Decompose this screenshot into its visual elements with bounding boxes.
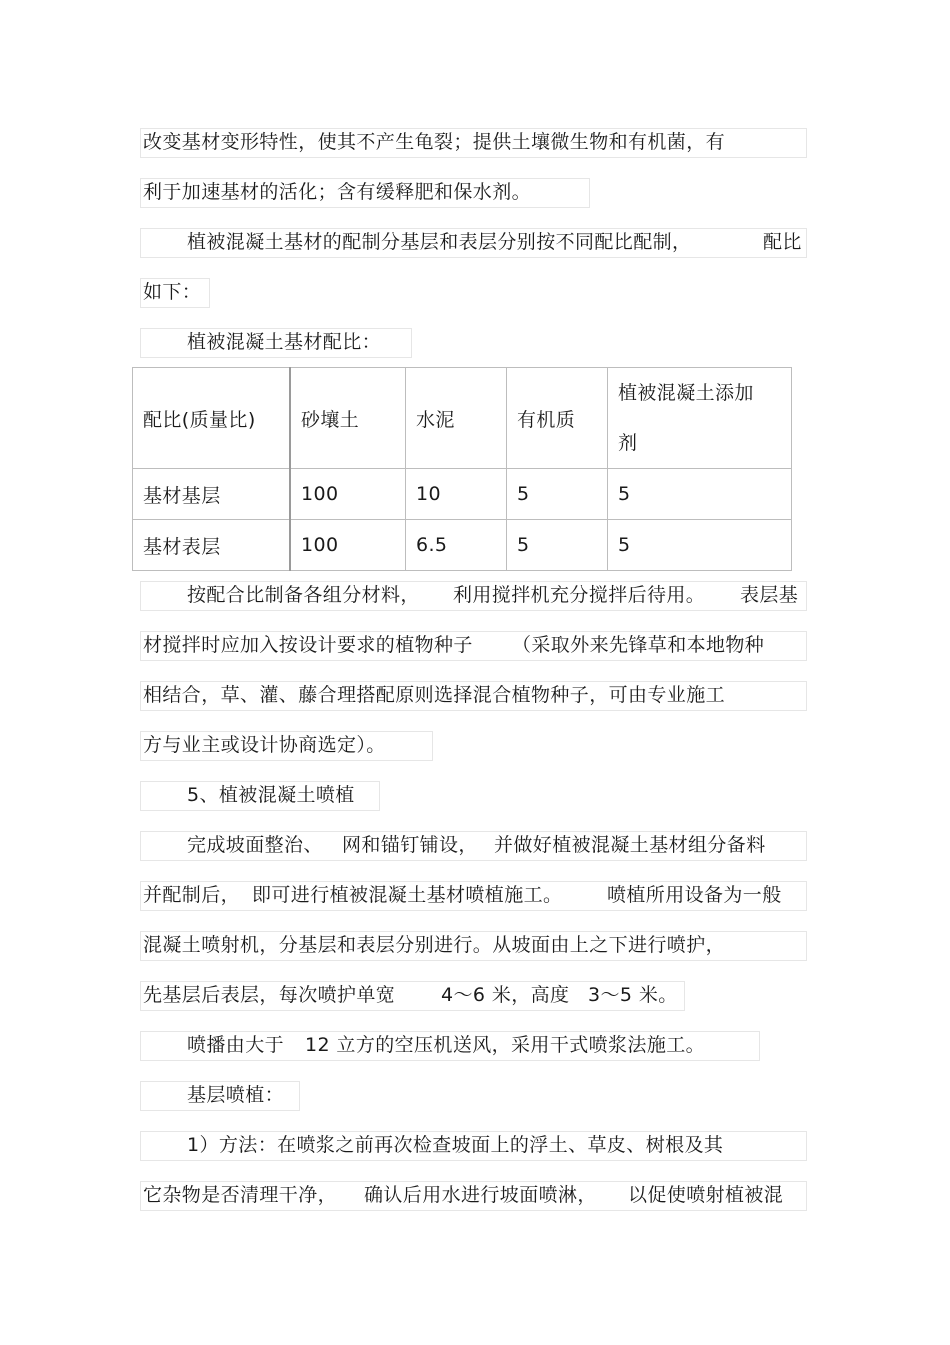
table-row: [133, 469, 792, 520]
table-row: [133, 520, 792, 571]
table-cell: 10: [406, 469, 507, 520]
body-text-line: 表层基: [740, 584, 799, 606]
header-cell-organic: 有机质: [507, 368, 608, 469]
body-text-line: 利用搅拌机充分搅拌后待用。: [453, 584, 706, 606]
body-text-line: 相结合，草、灌、藤合理搭配原则选择混合植物种子，可由专业施工: [143, 684, 726, 706]
body-text-line: （采取外来先锋草和本地物种: [512, 634, 765, 656]
header-cell-sandy-loam: 砂壤土: [290, 368, 406, 469]
table-cell: 100: [290, 469, 406, 520]
body-text-line: 利于加速基材的活化；含有缓释肥和保水剂。: [143, 181, 532, 203]
body-text-line: 即可进行植被混凝土基材喷植施工。: [252, 884, 563, 906]
body-text-line: 它杂物是否清理干净，: [143, 1184, 338, 1206]
body-text-line: 完成坡面整治、: [187, 834, 323, 856]
table-cell: 6.5: [406, 520, 507, 571]
section-heading: 5、植被混凝土喷植: [187, 784, 355, 806]
body-text-line: 喷播由大于: [187, 1034, 285, 1056]
table-cell: 5: [608, 469, 792, 520]
table-title: 植被混凝土基材配比：: [187, 331, 382, 353]
body-text-line: 网和锚钉铺设，: [342, 834, 478, 856]
body-text-line: 12 立方的空压机送风，采用干式喷浆法施工。: [305, 1034, 706, 1056]
table-cell: 5: [608, 520, 792, 571]
row-label: 基材基层: [133, 469, 291, 520]
body-text-line: 确认后用水进行坡面喷淋，: [364, 1184, 597, 1206]
body-text-line: 3～5 米。: [588, 984, 678, 1006]
body-text-line: 植被混凝土基材的配制分基层和表层分别按不同配比配制，: [187, 231, 692, 253]
table-cell: 100: [290, 520, 406, 571]
header-additive-line1: 植被混凝土添加: [618, 382, 754, 404]
table-cell: 5: [507, 520, 608, 571]
body-text-line: 4～6 米，高度: [441, 984, 570, 1006]
body-text-line: 改变基材变形特性，使其不产生龟裂；提供土壤微生物和有机菌，有: [143, 131, 726, 153]
body-text-line: 材搅拌时应加入按设计要求的植物种子: [143, 634, 473, 656]
subsection-heading: 基层喷植：: [187, 1084, 285, 1106]
body-text-line: 先基层后表层，每次喷护单宽: [143, 984, 396, 1006]
body-text-line: 按配合比制备各组分材料，: [187, 584, 420, 606]
row-label: 基材表层: [133, 520, 291, 571]
header-cell-additive: [608, 368, 792, 469]
table-cell: 5: [507, 469, 608, 520]
body-text-line: 以促使喷射植被混: [628, 1184, 784, 1206]
body-text-line: 喷植所用设备为一般: [607, 884, 782, 906]
body-text-line: 混凝土喷射机，分基层和表层分别进行。从坡面由上之下进行喷护，: [143, 934, 726, 956]
body-text-line: 方与业主或设计协商选定）。: [143, 734, 386, 756]
body-text-line: 1）方法：在喷浆之前再次检查坡面上的浮土、草皮、树根及其: [187, 1134, 724, 1156]
body-text-line: 并配制后，: [143, 884, 241, 906]
table-header-row: [133, 368, 792, 469]
header-additive-line2: 剂: [618, 432, 638, 454]
mix-ratio-table: [132, 367, 792, 571]
body-text-line: 并做好植被混凝土基材组分备料: [494, 834, 766, 856]
body-text-line: 如下：: [143, 281, 202, 303]
header-cell-cement: 水泥: [406, 368, 507, 469]
header-cell-ratio: 配比(质量比): [133, 368, 291, 469]
body-text-line: 配比: [763, 231, 802, 253]
